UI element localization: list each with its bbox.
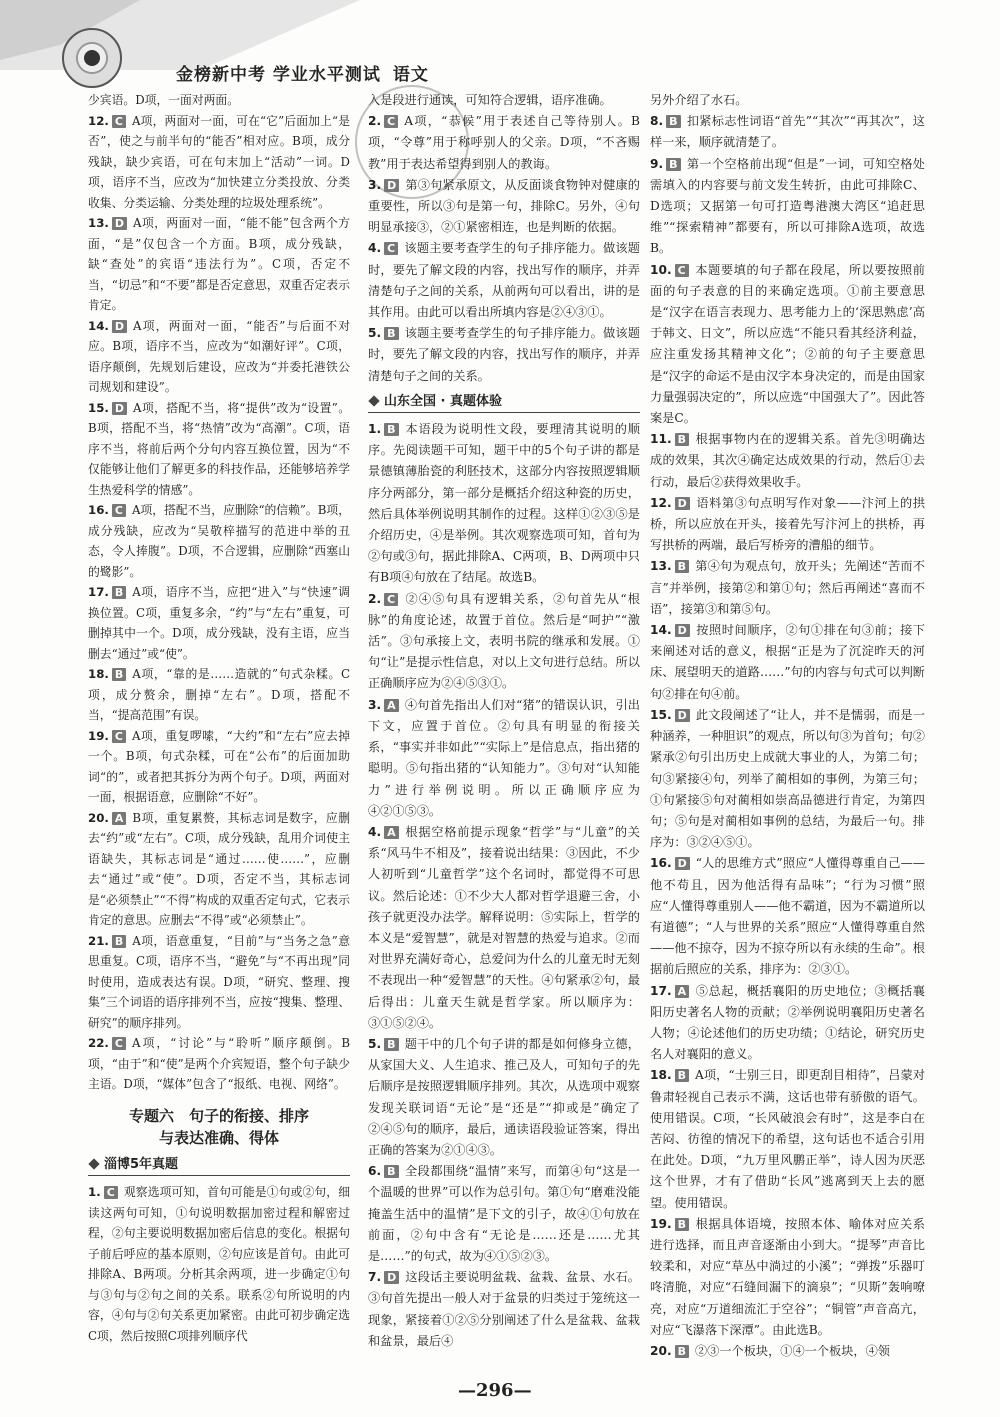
answer-choice-badge: B [675,433,689,446]
answer-explanation: 全段都围绕“温情”来写，而第④句“这是一个温暖的世界”可以作为总引句。第①句“磨难没能掩盖生活中的温情”是下文的引子，故④①句放在前面，②句中含有“无论是……还是……尤其是……”的句式，故为④①⑤②③。 [368,1164,640,1263]
question-number: 20. [88,810,109,825]
answer-choice-badge: B [675,560,689,573]
question-number: 14. [650,623,672,638]
question-number: 18. [650,1068,672,1083]
answer-choice-badge: B [675,1069,689,1082]
answer-item [88,111,350,214]
answer-choice-badge: B [666,158,680,171]
question-number: 13. [88,216,109,230]
answer-item [368,419,640,589]
answer-choice-badge: D [675,857,690,870]
answer-explanation: A项，“恭候”用于表述自己等待别人。B项，“令尊”用于称呼别人的父亲。D项，“不吝赐教”用于表达希望得到别人的教诲。 [368,114,640,171]
answer-item [368,1267,640,1352]
answer-choice-badge: C [104,1186,118,1199]
answer-item [88,398,350,501]
answer-explanation: “人的思维方式”照应“人懂得尊重自己——他不苟且，因为他活得有品味”；“行为习惯”照应“人懂得尊重别人——他不霸道，因为不霸道所以有道德”；“人与世界的关系”照应“人懂得尊重自然——他不掠夺，因为不掠夺所以有永续的生命”。根据前后照应的关系，排序为：②③①。 [650,856,925,977]
question-number: 5. [368,326,382,341]
answer-item [650,1065,925,1213]
answer-choice-badge: B [112,668,126,681]
answer-choice-badge: B [384,327,398,340]
answer-choice-badge: B [384,1038,398,1051]
topic-line-1: 专题六 句子的衔接、排序 [128,1106,309,1125]
answer-choice-badge: B [675,1345,689,1358]
answer-item [650,705,925,853]
answer-item [650,1341,925,1362]
question-number: 17. [88,585,109,599]
answer-explanation: 第④句为观点句，放开头；先阐述“苦而不言”并举例，接第②和第①句；然后再阐述“喜而不语”，接第③和第⑤句。 [650,559,925,616]
answer-item [368,238,640,323]
answer-explanation: A项，重复啰嗦，“大约”和“左右”应去掉一个。B项，句式杂糅，可在“公布”的后面加助词“的”，或者把其拆分为两个句子。D项，两面对一面，根据语意，应删除“不好”。 [88,728,350,804]
answer-choice-badge: C [112,115,126,128]
section-title-zibo: 淄博5年真题 [88,1155,350,1177]
answer-item [650,1214,925,1341]
answer-item [650,556,925,620]
answer-choice-badge: A [112,812,127,825]
answer-explanation: 按照时间顺序，②句①排在句③前；接下来阐述对话的意义，根据“正是为了沉淀昨天的河床、展望明天的道路……”句的内容与句式可以判断句②排在句④前。 [650,623,925,701]
question-number: 16. [650,856,672,871]
answer-explanation: 根据空格前提示现象“哲学”与“儿童”的关系“风马牛不相及”，接着说出结果：③因此，不少人初听到“儿童哲学”这个名词时，都觉得不可思议。然后论述：①不少大人都对哲学退避三舍，小孩子就更没办法学。解释说明：⑤实际上，哲学的本义是“爱智慧”，就是对智慧的热爱与追求。②而对世界充满好奇心，总爱问为什么的儿童无时无刻不表现出一种“爱智慧”的天性。④句紧承②句，最后得出：儿童天生就是哲学家。所以顺序为：③①⑤②④。 [368,824,640,1030]
answer-explanation: 该题主要考查学生的句子排序能力。做该题时，要先了解文段的内容，找出写作的顺序，并弄清楚句子之间的关系，从前两句可以看出，讲的是其作用。由此可以看出所填内容是②④③①。 [368,241,640,320]
answer-explanation: 第③句紧承原文，从反面谈食物钟对健康的重要性，所以③句是第一句，排除C。另外，④句明显承接③，②①紧密相连，也是判断的依据。 [368,177,640,235]
answer-item [88,213,350,316]
answer-item [88,808,350,931]
answer-item [650,429,925,493]
answer-explanation: 本题要填的句子都在段尾，所以要按照前面的句子表意的目的来确定选项。①前主要意思是“汉字在语言表现力、思考能力上的‘深思熟虑’高于韩文、日文”，所以应选“不能只看其经济利益，应注重发扬其精神文化”；②前的句子主要意思是“汉字的命运不是由汉字本身决定的，而是由国家力量强弱决定的”，所以应选“中国强大了”。因此答案是C。 [650,262,925,426]
question-number: 21. [88,933,109,948]
answer-choice-badge: D [675,497,690,510]
answer-explanation: 少宾语。D项，一面对两面。 [88,93,240,107]
question-number: 5. [368,1036,382,1051]
answer-item [650,90,925,111]
answer-choice-badge: B [384,1165,398,1178]
answer-choice-badge: D [384,179,399,192]
answer-explanation: A项，两面对一面，“能不能”包含两个方面，“是”仅包含一个方面。B项，成分残缺，缺“查处”的宾语“违法行为”。C项，否定不当，“切忌”和“不要”都是否定意思，双重否定表示肯定。 [88,216,350,312]
answer-item [88,90,350,111]
question-number: 1. [88,1185,101,1199]
diamond-icon [368,395,379,406]
answer-choice-badge: C [384,242,398,255]
question-number: 2. [368,114,382,129]
question-number: 15. [650,707,672,722]
question-number: 22. [88,1036,109,1050]
answer-item [88,1182,350,1346]
question-number: 13. [650,559,672,574]
answer-choice-badge: D [112,217,127,230]
answer-item [368,1161,640,1267]
question-number: 20. [650,1343,672,1358]
answer-item [650,620,925,705]
answer-item [368,323,640,387]
answer-explanation: A项，搭配不当，应删除“的信赖”。B项，成分残缺，应改为“吴敬梓描写的范进中举的丑态，令人捧腹”。D项，不合逻辑，应删除“西塞山的鹭影”。 [88,503,350,579]
question-number: 14. [88,318,109,333]
answer-item [650,111,925,153]
answer-choice-badge: D [112,402,127,415]
answer-item [368,90,640,111]
answer-explanation: A项，语意重复，“目前”与“当务之急”意思重复。C项，语序不当，“避免”与“不再出现”同时使用，造成表达有误。D项，“研究、整理、搜集”三个词语的语序排列不当，应按“搜集、整理、研究”的顺序排列。 [88,933,350,1030]
column-2 [368,90,640,1352]
question-number: 2. [368,591,382,606]
answer-choice-badge: D [112,320,127,333]
answer-choice-badge: B [112,586,126,599]
column-1 [88,90,350,1346]
question-number: 7. [368,1270,382,1285]
answer-explanation: 该题主要考查学生的句子排序能力。做该题时，要先了解文段的内容，找出写作的顺序，并弄清楚句子之间的关系。 [368,326,640,383]
answer-item [368,111,640,175]
answer-explanation: 本语段为说明性文段，要理清其说明的顺序。先阅读题干可知，题干中的5个句子讲的都是景德镇薄胎瓷的利胚技术，这部分内容按照逻辑顺序分两部分，第一部分是概括介绍这种瓷的历史，然后具体举例说明其制作的过程。这样①②③⑤是介绍历史，④是举例。其次观察选项可知，首句为②句或③句，据此排除A、C两项，B、D两项中只有B项④句放在了结尾。故选B。 [368,422,640,585]
question-number: 4. [368,241,382,256]
question-number: 3. [368,177,382,192]
answer-item [88,582,350,664]
topic-heading [88,1105,350,1149]
answer-explanation: 这段话主要说明盆栽、盆栽、盆景、水石。③句首先提出一般人对于盆景的归类过于笼统这一现象，紧接着①②⑤分别阐述了什么是盆栽、盆栽和盆景，最后④ [368,1270,640,1348]
question-number: 6. [368,1164,382,1179]
answer-choice-badge: C [384,593,398,606]
publisher-logo-icon [62,28,122,88]
answer-choice-badge: C [112,1037,126,1050]
question-number: 10. [650,262,672,277]
question-number: 18. [88,667,109,681]
question-number: 8. [650,114,664,129]
answer-item [650,493,925,557]
answer-explanation: A项，两面对一面，可在“它”后面加上“是否”，使之与前半句的“能否”相对应。B项，成分残缺，缺少宾语，可在句末加上“活动”一词。D项，语序不当，应改为“加快建立分类投放、分类收集、分类运输、分类处理的垃圾处理系统”。 [88,113,350,210]
answer-explanation: 入是段进行通读，可知符合逻辑，语序准确。 [368,93,612,107]
answer-explanation: 根据事物内在的逻辑关系。首先③明确达成的效果，其次④确定达成效果的行动，然后①去行动，最后②获得效果收手。 [650,432,925,489]
answer-choice-badge: C [384,115,398,128]
answer-item [88,1033,350,1095]
answer-item [650,981,925,1066]
answer-explanation: 另外介绍了水石。 [650,93,748,107]
answer-item [88,931,350,1034]
answer-explanation: 第一个空格前出现“但是”一词，可知空格处需填入的内容要与前文发生转折，由此可排除C、D选项；又据第一句可打造粤港澳大湾区“追赶思维”“探索精神”都要有，所以可排除A选项，故选B。 [650,156,925,256]
answer-choice-badge: B [675,1218,689,1231]
topic-line-2: 与表达准确、得体 [158,1128,279,1147]
question-number: 19. [650,1216,672,1231]
question-number: 12. [88,113,109,128]
section-title-shandong: 山东全国 · 真题体验 [368,391,640,413]
answer-item [650,260,925,430]
diamond-icon [88,1158,99,1169]
answer-explanation: ④句首先指出人们对“猪”的错误认识，引出下文，应置于首位。②句具有明显的衔接关系，“事实并非如此”“实际上”是信息点，指出猪的聪明。⑤句指出猪的“认知能力”。③句对“认知能力”进行举例说明。所以正确顺序应为④②①⑤③。 [368,697,640,818]
answer-explanation: 题干中的几个句子讲的都是如何修身立德，从家国大义、人生追求、推己及人，可知句子的先后顺序是按照逻辑顺序排列。其次，从选项中观察发现关联词语“无论”是“还是”“抑或是”确定了②④⑤句的顺序，最后，通读语段验证答案，得出正确的答案为②①④③。 [368,1036,640,1157]
question-number: 16. [88,503,109,517]
page-number: —296— [458,1380,532,1401]
question-number: 11. [650,432,672,447]
answer-item [88,664,350,726]
answer-explanation: A项，“士别三日，即更刮目相待”，吕蒙对鲁肃轻视自己表示不满，这话也带有骄傲的语气。使用错误。C项，“长风破浪会有时”，这是李白在苦闷、彷徨的情况下的希望，这句话也不适合引用在此处。D项，“九万里风鹏正举”，诗人因为厌恶这个世界，才有了借助“长风”逃离到天上去的愿望。使用错误。 [650,1068,925,1210]
answer-explanation: 语料第③句点明写作对象——汴河上的拱桥，所以应放在开头，接着先写汴河上的拱桥，再写拱桥的两端，最后写桥旁的漕船的细节。 [650,495,925,553]
question-number: 15. [88,400,109,415]
answer-explanation: A项，语序不当，应把“进入”与“快速”调换位置。C项，重复多余，“约”与“左右”重复，可删掉其中一个。D项，成分残缺，没有主语，应当删去“通过”或“使”。 [88,585,350,661]
answer-explanation: 扣紧标志性词语“首先”“其次”“再其次”，这样一来，顺序就清楚了。 [650,114,925,150]
answer-item [368,175,640,239]
answer-explanation: A项，两面对一面，“能否”与后面不对应。B项，语序不当，应改为“如潮好评”。C项，语序颠倒，先规划后建设，应改为“并委托港铁公司规划和建设”。 [88,318,350,394]
answer-choice-badge: B [112,935,126,948]
answer-item [368,1034,640,1161]
answer-choice-badge: B [384,423,398,436]
answer-explanation: ⑤总起，概括襄阳的历史地位；③概括襄阳历史著名人物的贡献；②举例说明襄阳历史著名人物；④论述他们的历史功绩；①结论，研究历史名人对襄阳的意义。 [650,983,925,1062]
answer-explanation: 根据具体语境，按照本体、喻体对应关系进行选择，而且声音逐渐由小到大。“提琴”声音比较柔和，对应“草丛中淌过的小溪”；“弹拨”乐器叮咚清脆，对应“石缝间漏下的滴泉”；“贝斯”轰响嘹亮，对应“万道细流汇于空谷”；“铜管”声音高亢，对应“飞瀑落下深潭”。由此选B。 [650,1216,925,1337]
answer-explanation: 观察选项可知，首句可能是①句或②句，细读这两句可知，①句说明数据加密过程和解密过程，②句主要说明数据加密后信息的变化。根据句子前后呼应的基本原则，②句应该是首句。由此可排除A、B两项。分析其余两项，进一步确定①句与③句与②句之间的关系。联系②句所说明的内容，④句与②句关系更加紧密。由此可初步确定选C项，然后按照C项排列顺序代 [88,1185,350,1343]
answer-item [88,726,350,808]
answer-choice-badge: C [112,730,126,743]
answer-item [88,500,350,582]
question-number: 9. [650,156,664,171]
header-title: 金榜新中考 学业水平测试 [176,65,381,85]
answer-choice-badge: C [112,504,126,517]
answer-item [368,695,640,822]
answer-explanation: B项，重复累赘，其标志词是数字，应删去“约”或“左右”。C项，成分残缺，乱用介词使主语缺失，其标志词是“通过……使……”，应删去“通过”或“使”。D项，否定不当，其标志词是“必须禁止”“不得”构成的双重否定句式，它表示肯定的意思。应删去“不得”或“必须禁止”。 [88,810,350,927]
answer-explanation: A项，搭配不当，将“提供”改为“设置”。B项，搭配不当，将“热情”改为“高潮”。C项，语序不当，将前后两个分句内容互换位置，因为“不仅能够让他们了解更多的科技作品，还能够培养学生热爱科学的情感”。 [88,400,350,497]
question-number: 12. [650,495,672,510]
answer-item [650,853,925,980]
answer-choice-badge: A [675,985,690,998]
question-number: 3. [368,697,382,712]
answer-choice-badge: A [384,826,399,839]
header-subject: 语文 [392,65,429,85]
answer-explanation: A项，“靠的是……造就的”句式杂糅。C项，成分赘余，删掉“左右”。D项，搭配不当，“提高范围”有误。 [88,667,350,722]
answer-item [88,316,350,398]
answer-explanation: 此文段阐述了“让人，并不是懦弱，而是一种涵养，一种胆识”的观点，所以句③为首句；句②紧承②句引出历史上成就大事业的人，为第二句；句③紧接④句，列举了蔺相如的事例，为第三句；①句紧接⑤句对蔺相如崇高品德进行肯定，为第四句；⑤句是对蔺相如事例的总结，为最后一句。排序为：③②④⑤①。 [650,707,925,850]
page-header [176,60,429,85]
answer-explanation: ②④⑤句具有逻辑关系，②句首先从“根脉”的角度论述，故置于首位。然后是“呵护”“激活”。③句承接上文，表明书院的继承和发展。①句“让”是提示性信息，对以上文句进行总结。所以正确顺序应为②④⑤③①。 [368,591,640,691]
answer-explanation: A项，“讨论”与“聆听”顺序颠倒。B项，“由于”和“使”是两个介宾短语，整个句子缺少主语。D项，“媒体”包含了“报纸、电视、网络”。 [88,1036,350,1091]
answer-choice-badge: D [675,624,690,637]
question-number: 4. [368,824,382,839]
question-number: 1. [368,422,382,437]
column-3 [650,90,925,1362]
answer-choice-badge: B [666,115,680,128]
answer-choice-badge: D [675,709,690,722]
answer-item [368,822,640,1034]
answer-choice-badge: A [384,699,399,712]
answer-choice-badge: C [675,264,689,277]
answer-choice-badge: D [384,1271,399,1284]
answer-explanation: ②③一个板块，①④一个板块，④领 [694,1343,890,1358]
question-number: 19. [88,728,109,743]
answer-item [368,589,640,695]
question-number: 17. [650,983,672,998]
answer-item [650,154,925,260]
